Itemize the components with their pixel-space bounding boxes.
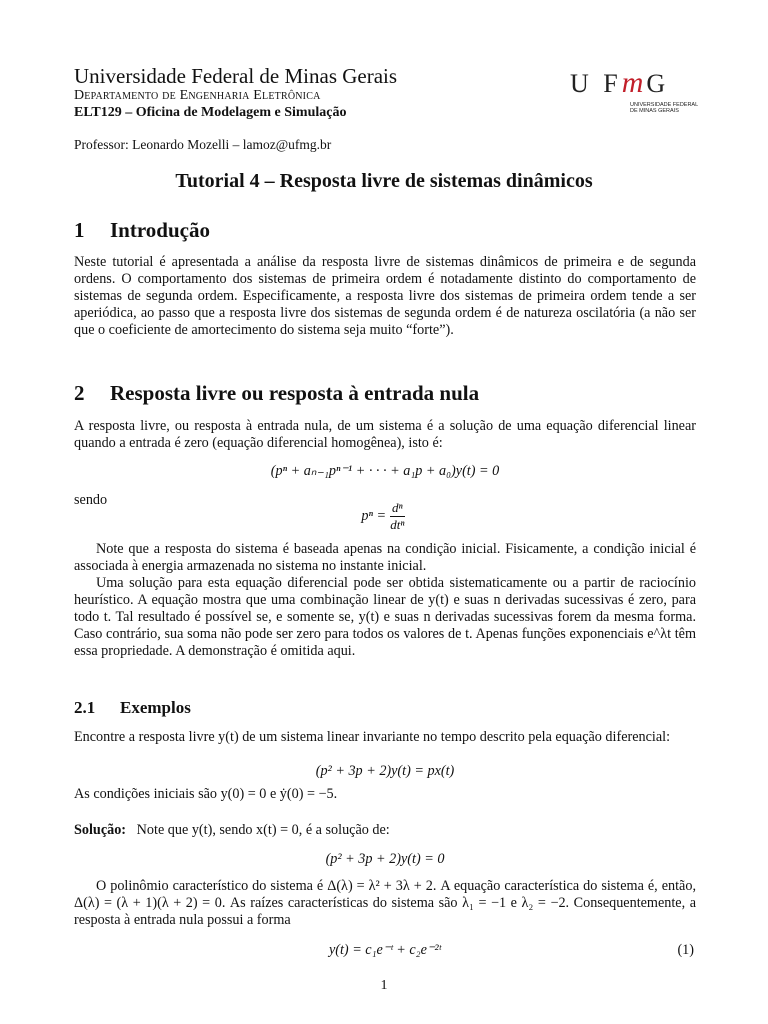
equation-homogeneous: (pⁿ + aₙ₋₁pⁿ⁻¹ + · · · + a₁p + a₀)y(t) = 0 (270, 463, 500, 479)
characteristic-paragraph: O polinômio característico do sistema é Δ(λ) = λ² + 3λ + 2. A equação característica do sistema é, então, Δ(λ) = (λ + 1)(λ + 2) = 0. As raízes características do sistema são λ₁ = −1 e λ₂ = −2. Consequentemente, a resposta à entrada nula possui a forma (74, 878, 696, 928)
ufmg-logo (570, 66, 699, 122)
eq2-lhs: pⁿ = (361, 507, 387, 524)
section-1-number: 1 (74, 218, 85, 242)
equation-homogeneous-example: (p² + 3p + 2)y(t) = 0 (325, 851, 445, 867)
section-2-paragraph-2: Note que a resposta do sistema é baseada apenas na condição inicial. Fisicamente, a condição inicial é associada à energia armazenada no sistema no instante inicial. (74, 541, 696, 574)
section-1-heading (74, 218, 210, 243)
professor-line: Professor: Leonardo Mozelli – lamoz@ufmg.br (74, 137, 332, 152)
department-name: Departamento de Engenharia Eletrônica (74, 88, 321, 103)
section-2-title: Resposta livre ou resposta à entrada nula (110, 381, 480, 405)
university-name: Universidade Federal de Minas Gerais (74, 64, 398, 88)
equation-example: (p² + 3p + 2)y(t) = px(t) (315, 763, 455, 779)
logo-letter-g: G (646, 69, 670, 98)
solution-text: Note que y(t), sendo x(t) = 0, é a solução de: (136, 822, 390, 838)
logo-letter-m: m (621, 66, 644, 99)
subsection-2-1-heading (74, 698, 191, 718)
eq2-denominator: dtⁿ (390, 517, 405, 532)
subsection-number: 2.1 (74, 698, 96, 717)
logo-subtitle-line1: UNIVERSIDADE FEDERAL (630, 102, 699, 108)
equation-operator (74, 500, 696, 533)
section-2-number: 2 (74, 381, 85, 405)
section-2-paragraph: A resposta livre, ou resposta à entrada nula, de um sistema é a solução de uma equação diferencial linear quando a entrada é zero (equação diferencial homogênea), isto é: (74, 418, 696, 451)
equation-solution-form: y(t) = c₁e⁻ᵗ + c₂e⁻²ᵗ (328, 942, 442, 958)
initial-conditions: As condições iniciais são y(0) = 0 e ẏ(0) = −5. (74, 786, 338, 802)
tutorial-title: Tutorial 4 – Resposta livre de sistemas dinâmicos (175, 170, 593, 192)
equation-number: (1) (677, 942, 694, 958)
section-2-paragraph-3: Uma solução para esta equação diferencial pode ser obtida sistematicamente ou a partir de raciocínio heurístico. A equação mostra que uma combinação linear de y(t) e suas n derivadas sucessivas é zero, para todo t. Tal resultado é possível se, e somente se, y(t) e suas n derivadas sucessivas forem da mesma forma. Caso contrário, sua soma não pode ser zero para todos os valores de t. Apenas funções exponenciais e^λt têm essa propriedade. A demonstração é omitida aqui. (74, 575, 696, 659)
subsection-title: Exemplos (120, 698, 191, 717)
example-intro: Encontre a resposta livre y(t) de um sistema linear invariante no tempo descrito pela equação diferencial: (74, 729, 671, 745)
logo-subtitle-line2: DE MINAS GERAIS (630, 108, 679, 114)
sendo-label: sendo (74, 492, 108, 508)
eq2-numerator: dⁿ (392, 500, 403, 515)
section-2-heading (74, 381, 479, 406)
logo-letters-uf: U F (570, 69, 622, 98)
eq2-fraction (390, 500, 405, 533)
logo-subtitle (630, 102, 700, 114)
solution-line (74, 822, 696, 839)
page-number: 1 (380, 978, 388, 993)
section-1-title: Introdução (110, 218, 210, 242)
course-name: ELT129 – Oficina de Modelagem e Simulação (74, 105, 347, 120)
section-1-paragraph: Neste tutorial é apresentada a análise da resposta livre de sistemas dinâmicos de primeira e de segunda ordens. O comportamento dos sistemas de primeira ordem é notadamente distinto do comportamento de sistemas de segunda ordem. Especificamente, a resposta livre dos sistemas de primeira ordem tende a ser aperiódica, ao passo que a resposta livre dos sistemas de segunda ordem é de natureza oscilatória (a não ser que o coeficiente de amortecimento do sistema seja muito “forte”). (74, 254, 696, 338)
solution-label: Solução: (74, 822, 127, 838)
